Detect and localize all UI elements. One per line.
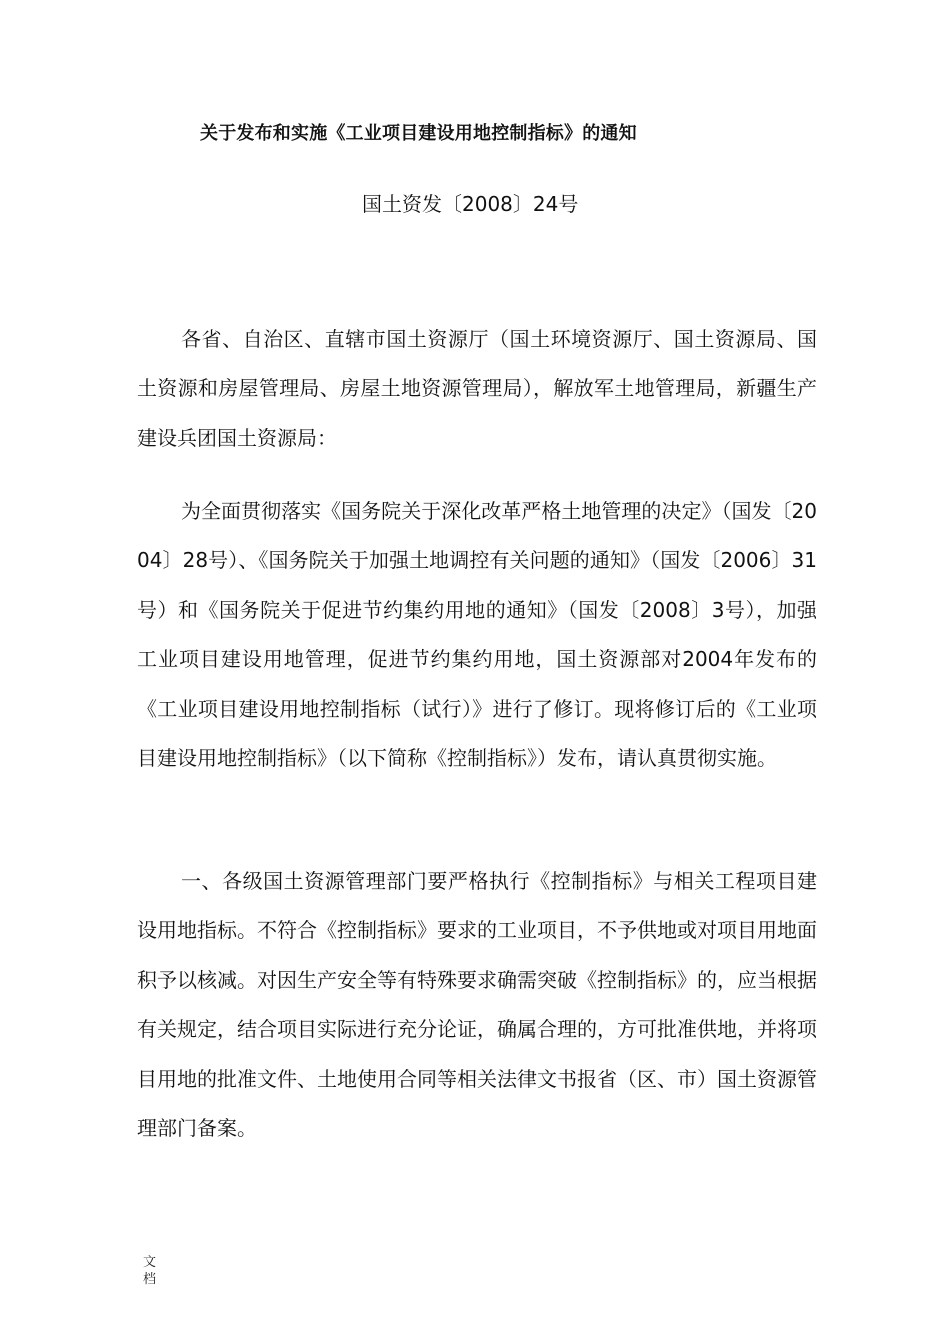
document-title: 关于发布和实施《工业项目建设用地控制指标》的通知 (200, 123, 637, 144)
paragraph-addressees: 各省、自治区、直辖市国土资源厅（国土环境资源厅、国土资源局、国土资源和房屋管理局、房屋土地资源管理局），解放军土地管理局，新疆生产建设兵团国土资源局： (137, 327, 817, 450)
paragraph-item-one: 一、各级国土资源管理部门要严格执行《控制指标》与相关工程项目建设用地指标。不符合《控制指标》要求的工业项目，不予供地或对项目用地面积予以核减。对因生产安全等有特殊要求确需突破《控制指标》的，应当根据有关规定，结合项目实际进行充分论证，确属合理的，方可批准供地，并将项目用地的批准文件、土地使用合同等相关法律文书报省（区、市）国土资源管理部门备案。 (137, 869, 817, 1141)
paragraph-background: 为全面贯彻落实《国务院关于深化改革严格土地管理的决定》（国发〔2004〕28号）、《国务院关于加强土地调控有关问题的通知》（国发〔2006〕31号）和《国务院关于促进节约集约用地的通知》（国发〔2008〕3号），加强工业项目建设用地管理，促进节约集约用地，国土资源部对2004年发布的《工业项目建设用地控制指标（试行）》进行了修订。现将修订后的《工业项目建设用地控制指标》（以下简称《控制指标》）发布，请认真贯彻实施。 (137, 499, 817, 771)
document-number: 国土资发〔2008〕24号 (362, 192, 579, 216)
footer-watermark: 文档 (143, 1255, 157, 1287)
